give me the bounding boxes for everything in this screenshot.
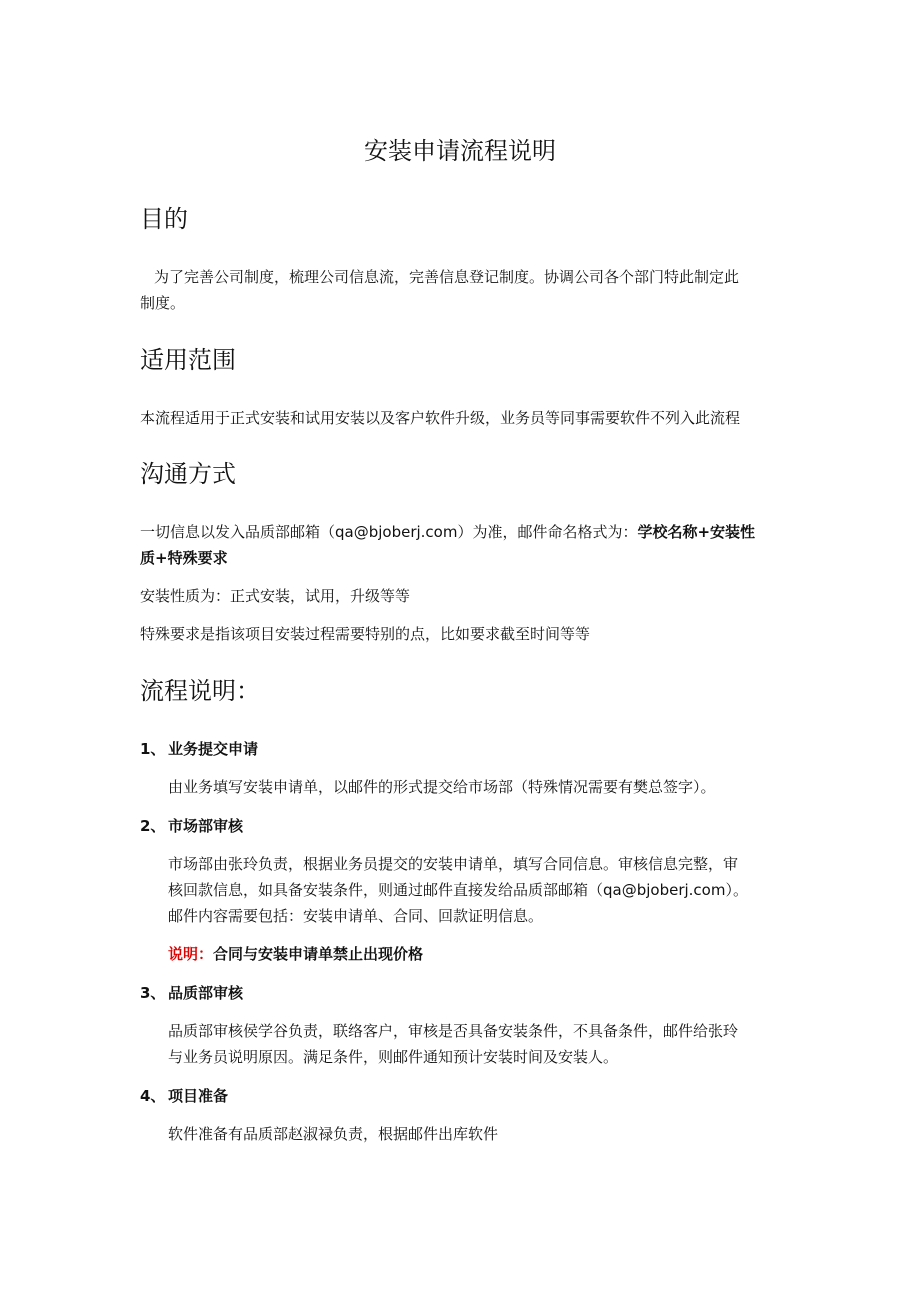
step-number: 4、 bbox=[140, 1087, 166, 1105]
step-title: 市场部审核 bbox=[168, 817, 244, 835]
step-title: 业务提交申请 bbox=[168, 740, 259, 758]
email-naming-format-cont: 质+特殊要求 bbox=[140, 549, 228, 567]
process-heading: 流程说明： bbox=[140, 677, 260, 705]
scope-text: 本流程适用于正式安装和试用安装以及客户软件升级，业务员等同事需要软件不列入此流程 bbox=[140, 409, 741, 427]
email-naming-format: 学校名称+安装性 bbox=[637, 523, 756, 541]
install-nature-text: 安装性质为：正式安装，试用，升级等等 bbox=[140, 587, 411, 605]
special-requirement-text: 特殊要求是指该项目安装过程需要特别的点，比如要求截至时间等等 bbox=[140, 625, 591, 643]
step-title: 项目准备 bbox=[168, 1087, 229, 1105]
purpose-text-line2: 制度。 bbox=[140, 294, 186, 312]
step-1-title bbox=[140, 737, 258, 761]
step-number: 1、 bbox=[140, 740, 166, 758]
step-2-text-line3: 邮件内容需要包括：安装申请单、合同、回款证明信息。 bbox=[168, 907, 544, 925]
step-4-title bbox=[140, 1084, 228, 1108]
step-2-text-line1: 市场部由张玲负责，根据业务员提交的安装申请单，填写合同信息。审核信息完整，审 bbox=[168, 855, 739, 873]
step-2-title bbox=[140, 814, 243, 838]
step-3-title bbox=[140, 981, 243, 1005]
communication-line1 bbox=[140, 519, 755, 545]
communication-heading: 沟通方式 bbox=[140, 460, 236, 488]
scope-heading: 适用范围 bbox=[140, 346, 236, 374]
step-3-text-line1: 品质部审核侯学谷负责，联络客户，审核是否具备安装条件，不具备条件，邮件给张玲 bbox=[168, 1022, 739, 1040]
step-2-note bbox=[168, 941, 423, 967]
step-title: 品质部审核 bbox=[168, 984, 244, 1002]
purpose-heading: 目的 bbox=[140, 205, 188, 233]
purpose-text-line1: 为了完善公司制度，梳理公司信息流，完善信息登记制度。协调公司各个部门特此制定此 bbox=[154, 268, 740, 286]
document-title: 安装申请流程说明 bbox=[364, 137, 556, 165]
step-number: 3、 bbox=[140, 984, 166, 1002]
note-text: 合同与安装申请单禁止出现价格 bbox=[213, 945, 424, 963]
step-4-text: 软件准备有品质部赵淑禄负责，根据邮件出库软件 bbox=[168, 1125, 499, 1143]
step-2-text-line2: 核回款信息，如具备安装条件，则通过邮件直接发给品质部邮箱（qa@bjoberj.com）。 bbox=[168, 881, 748, 899]
communication-line1-text: 一切信息以发入品质部邮箱（qa@bjoberj.com）为准，邮件命名格式为： bbox=[140, 523, 638, 541]
step-number: 2、 bbox=[140, 817, 166, 835]
step-1-text: 由业务填写安装申请单，以邮件的形式提交给市场部（特殊情况需要有樊总签字）。 bbox=[168, 778, 716, 796]
step-3-text-line2: 与业务员说明原因。满足条件，则邮件通知预计安装时间及安装人。 bbox=[168, 1048, 619, 1066]
note-label: 说明： bbox=[168, 945, 214, 963]
